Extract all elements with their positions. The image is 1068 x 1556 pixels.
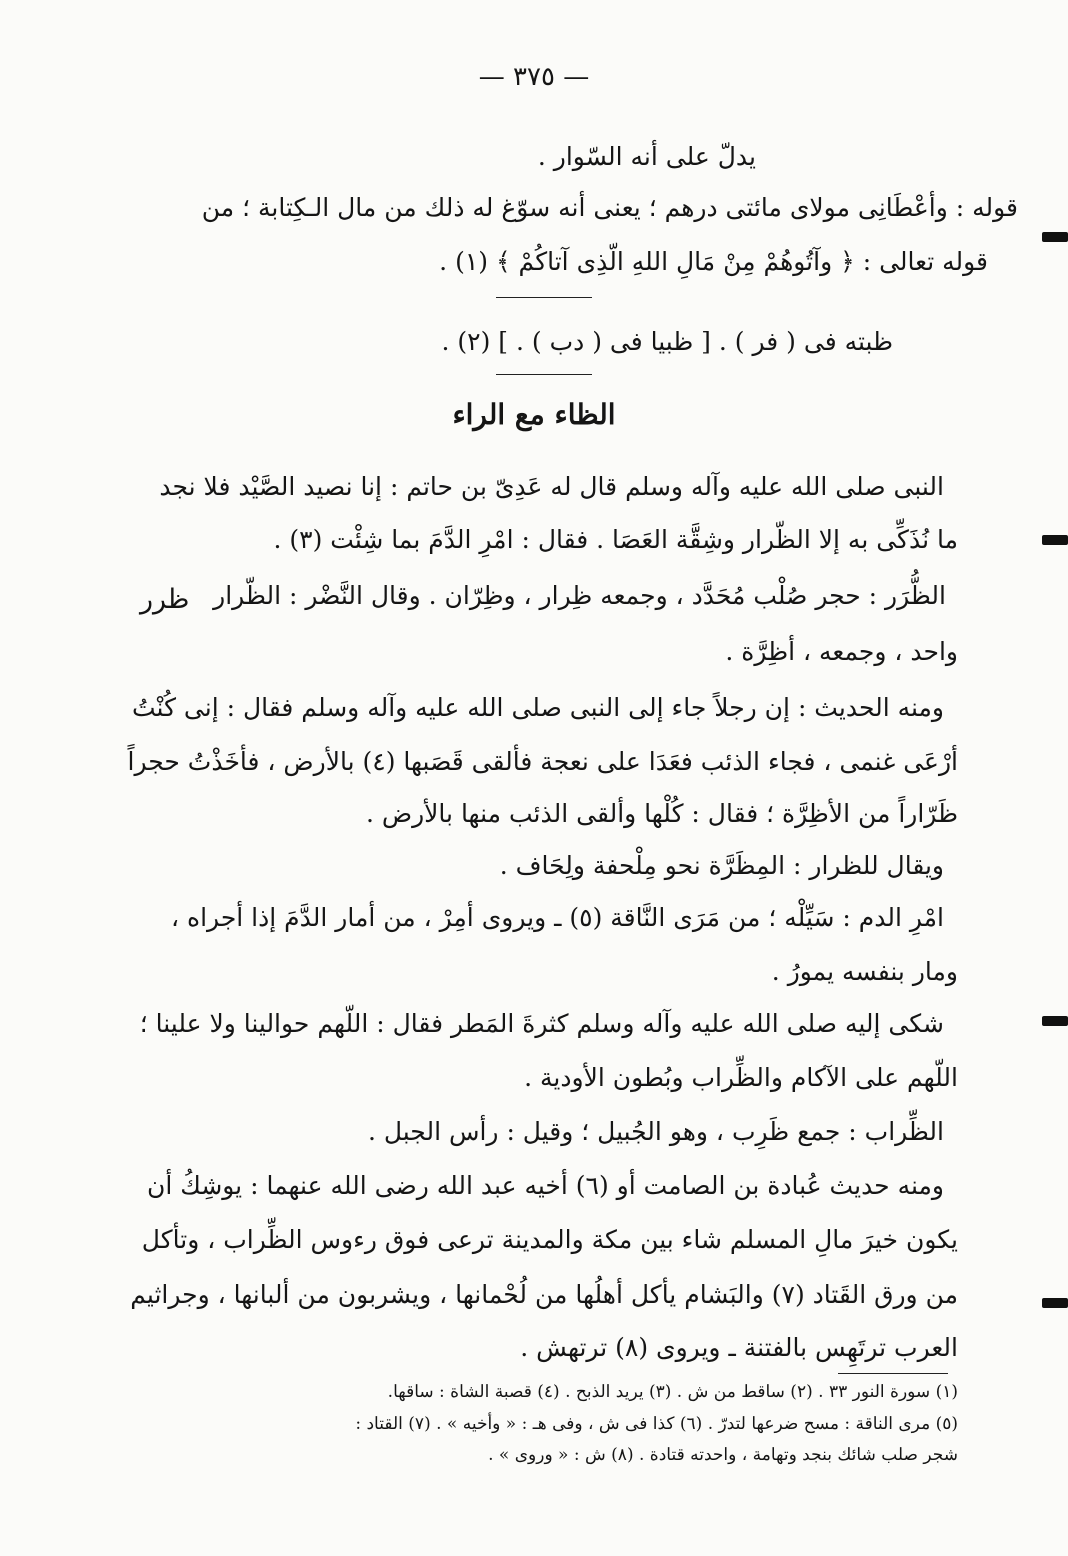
margin-root-word: ظرر [140,584,190,615]
body-line: ظَرّاراً من الأظِرَّة ؛ فقال : كُلْها وألقى الذئب منها بالأرض . [365,799,958,828]
body-line: الظِّراب : جمع ظَرِب ، وهو الجُبيل ؛ وقيل : رأس الجبل . [367,1117,944,1146]
body-line: اللّهم على الآكام والظِّراب وبُطون الأودية . [524,1063,958,1092]
body-line: من ورق القَتاد (٧) والبَشام يأكل أهلُها من لُحْمانها ، ويشربون من ألبانها ، وجراثيم [130,1280,958,1309]
scan-edge-mark [1042,535,1068,545]
footnote-line: (٥) مرى الناقة : مسح ضرعها لتدرّ . (٦) كذا فى ش ، وفى هـ : « وأخيه » . (٧) القتاد : [355,1414,958,1434]
body-line: النبى صلى الله عليه وآله وسلم قال له عَدِىّ بن حاتم : إنا نصيد الصَّيْد فلا نجد [159,472,944,501]
body-line: ومنه الحديث : إن رجلاً جاء إلى النبى صلى الله عليه وآله وسلم فقال : إنى كُنْتُ [131,693,944,722]
body-line: يكون خيرَ مالِ المسلم شاء بين مكة والمدينة ترعى فوق رءوس الظِّراب ، وتأكل [141,1225,958,1254]
body-line: واحد ، وجمعه ، أظِرَّة . [725,637,958,666]
scan-edge-mark [1042,232,1068,242]
separator-rule [496,374,592,375]
footnote-line: (١) سورة النور ٣٣ . (٢) ساقط من ش . (٣) يريد الذبح . (٤) قصبة الشاة : ساقها. [387,1382,958,1402]
section-heading: الظاء مع الراء [452,398,616,431]
body-line: الظُّرَر : حجر صُلْب مُحَدَّد ، وجمعه ظِرار ، وظِرّان . وقال النَّضْر : الظّرار [213,581,946,610]
page-number: — ٣٧٥ — [478,62,590,92]
footnote-rule [838,1373,948,1374]
body-line: ومنه حديث عُبادة بن الصامت أو (٦) أخيه عبد الله رضى الله عنهما : يوشِكُ أن [147,1171,944,1200]
body-line: ومار بنفسه يمورُ . [771,957,958,986]
body-line: ما نُذَكِّى به إلا الظّرار وشِقَّة العَصَا . فقال : امْرِ الدَّمَ بما شِئْت (٣) . [273,525,958,554]
body-line: ويقال للظرار : المِظَرَّة نحو مِلْحفة ولِحَاف . [499,851,944,880]
text-line: قوله تعالى : ﴿ وآتُوهُمْ مِنْ مَالِ اللهِ الّذِى آتاكُمْ ﴾ (١) . [439,247,988,276]
scan-edge-mark [1042,1298,1068,1308]
footnote-line: شجر صلب شائك بنجد وتهامة ، واحدته قتادة . (٨) ش : « وروى » . [488,1445,958,1465]
body-line: امْرِ الدم : سَيِّلْه ؛ من مَرَى النَّاقة (٥) ـ ويروى أمِرْ ، من أمار الدَّمَ إذا أجراه ، [170,903,944,932]
separator-rule [496,297,592,298]
text-line: يدلّ على أنه السّوار . [537,142,756,171]
body-line: أرْعَى غنمى ، فجاء الذئب فعَدَا على نعجة فألقى قَصَبها (٤) بالأرض ، فأخَذْتُ حجراً [127,747,958,776]
scan-edge-mark [1042,1016,1068,1026]
body-line: العرب ترتَهِس بالفتنة ـ ويروى (٨) ترتهش . [520,1333,958,1362]
text-line: ظبته فى ( فر ) . [ ظبيا فى ( دب ) . ] (٢) . [441,327,893,356]
text-line: قوله : وأعْطَانِى مولاى مائتى درهم ؛ يعنى أنه سوّغ له ذلك من مال الـكِتابة ؛ من [201,193,1018,222]
body-line: شكى إليه صلى الله عليه وآله وسلم كثرةَ المَطر فقال : اللّهم حوالينا ولا علينا ؛ [139,1009,944,1038]
